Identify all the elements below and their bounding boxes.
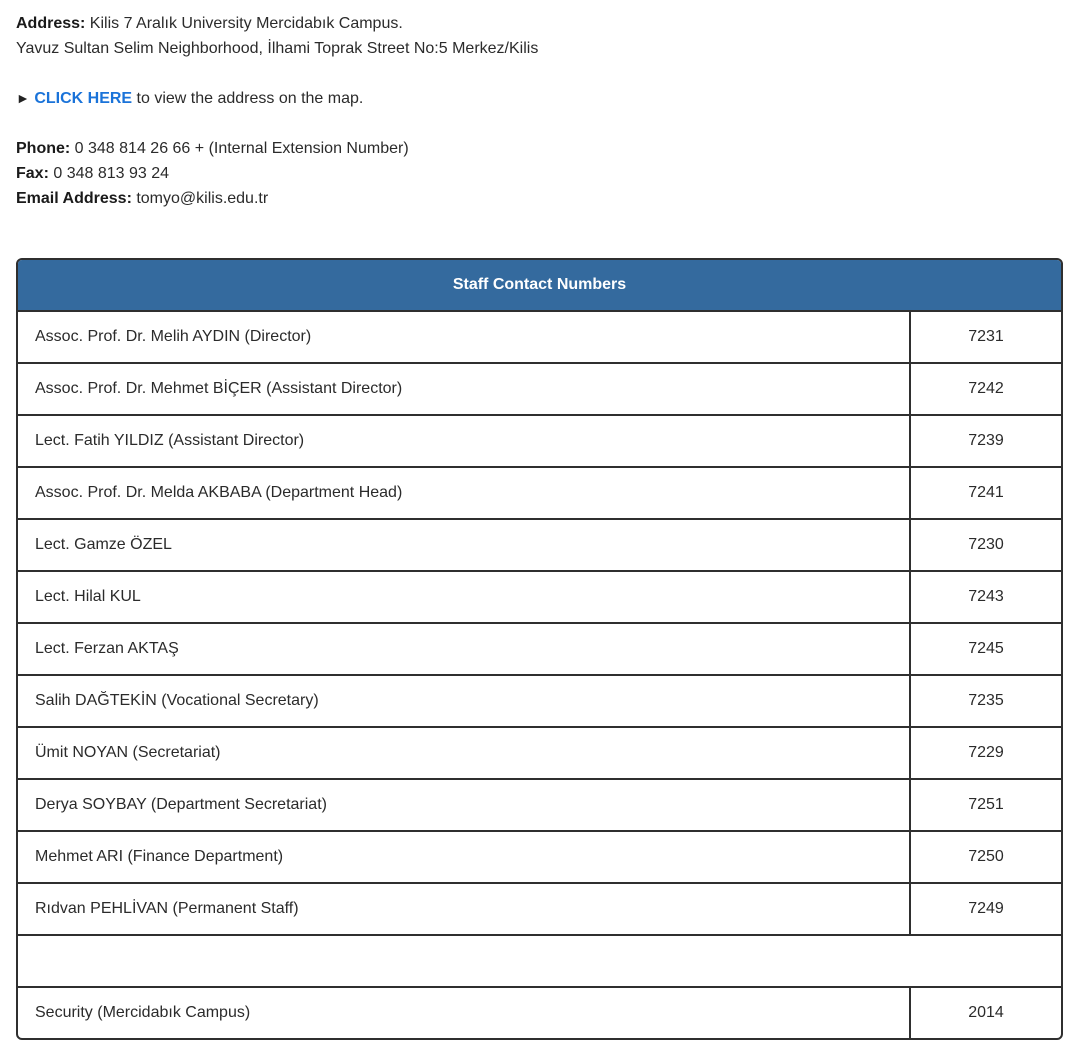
- phone-value: 0 348 814 26 66 + (Internal Extension Number): [70, 140, 409, 157]
- staff-name: Lect. Gamze ÖZEL: [18, 519, 910, 571]
- staff-name: Assoc. Prof. Dr. Melih AYDIN (Director): [18, 311, 910, 363]
- email-label: Email Address:: [16, 190, 132, 207]
- staff-extension: 7239: [910, 415, 1061, 467]
- table-header: Staff Contact Numbers: [18, 260, 1061, 311]
- staff-extension: 7235: [910, 675, 1061, 727]
- table-header-row: [18, 260, 1061, 311]
- security-name: Security (Mercidabık Campus): [18, 987, 910, 1038]
- table-row: [18, 987, 1061, 1038]
- spacer: [16, 61, 1066, 86]
- staff-name: Assoc. Prof. Dr. Mehmet BİÇER (Assistant Director): [18, 363, 910, 415]
- phone-line: [16, 136, 1066, 161]
- security-extension: 2014: [968, 1004, 1004, 1021]
- staff-table-container: [16, 258, 1063, 1040]
- table-row: [18, 883, 1061, 935]
- fax-value: 0 348 813 93 24: [48, 165, 170, 182]
- map-line: [16, 86, 1066, 111]
- map-text: to view the address on the map.: [132, 90, 364, 107]
- staff-name: Salih DAĞTEKİN (Vocational Secretary): [18, 675, 910, 727]
- staff-name: Assoc. Prof. Dr. Melda AKBABA (Department Head): [18, 467, 910, 519]
- table-row: [18, 415, 1061, 467]
- table-row: [18, 467, 1061, 519]
- staff-extension: 7249: [910, 883, 1061, 935]
- staff-extension: 7243: [910, 571, 1061, 623]
- staff-extension: 7231: [910, 311, 1061, 363]
- staff-name: Mehmet ARI (Finance Department): [18, 831, 910, 883]
- staff-name: Lect. Fatih YILDIZ (Assistant Director): [18, 415, 910, 467]
- staff-extension: 7241: [910, 467, 1061, 519]
- staff-extension: 7229: [910, 727, 1061, 779]
- address-value: Kilis 7 Aralık University Mercidabık Campus.: [85, 15, 403, 32]
- table-row: [18, 519, 1061, 571]
- table-row: [18, 831, 1061, 883]
- table-row: [18, 727, 1061, 779]
- address-line-2: Yavuz Sultan Selim Neighborhood, İlhami Toprak Street No:5 Merkez/Kilis: [16, 40, 539, 57]
- staff-name: Derya SOYBAY (Department Secretariat): [18, 779, 910, 831]
- empty-cell: [18, 935, 1061, 987]
- table-row: [18, 571, 1061, 623]
- table-row: [18, 311, 1061, 363]
- staff-extension: 7251: [910, 779, 1061, 831]
- staff-name: Lect. Hilal KUL: [18, 571, 910, 623]
- staff-table: [18, 260, 1061, 1038]
- fax-line: [16, 161, 1066, 186]
- email-value: tomyo@kilis.edu.tr: [131, 190, 269, 207]
- contact-info: [16, 11, 1066, 211]
- play-arrow-icon: ►: [16, 90, 30, 106]
- phone-label: Phone:: [16, 140, 71, 157]
- staff-extension: 7230: [910, 519, 1061, 571]
- staff-extension: 7250: [910, 831, 1061, 883]
- email-line: [16, 186, 1066, 211]
- table-row: [18, 623, 1061, 675]
- staff-extension: 7245: [910, 623, 1061, 675]
- address-label: Address:: [16, 15, 86, 32]
- fax-label: Fax:: [16, 165, 49, 182]
- table-row: [18, 779, 1061, 831]
- table-row: [18, 363, 1061, 415]
- spacer: [16, 111, 1066, 136]
- address-line-1: [16, 11, 1066, 36]
- staff-name: Lect. Ferzan AKTAŞ: [18, 623, 910, 675]
- table-row-empty: [18, 935, 1061, 987]
- table-row: [18, 675, 1061, 727]
- staff-name: Rıdvan PEHLİVAN (Permanent Staff): [18, 883, 910, 935]
- staff-name: Ümit NOYAN (Secretariat): [18, 727, 910, 779]
- map-link[interactable]: CLICK HERE: [34, 90, 133, 107]
- staff-extension: 7242: [910, 363, 1061, 415]
